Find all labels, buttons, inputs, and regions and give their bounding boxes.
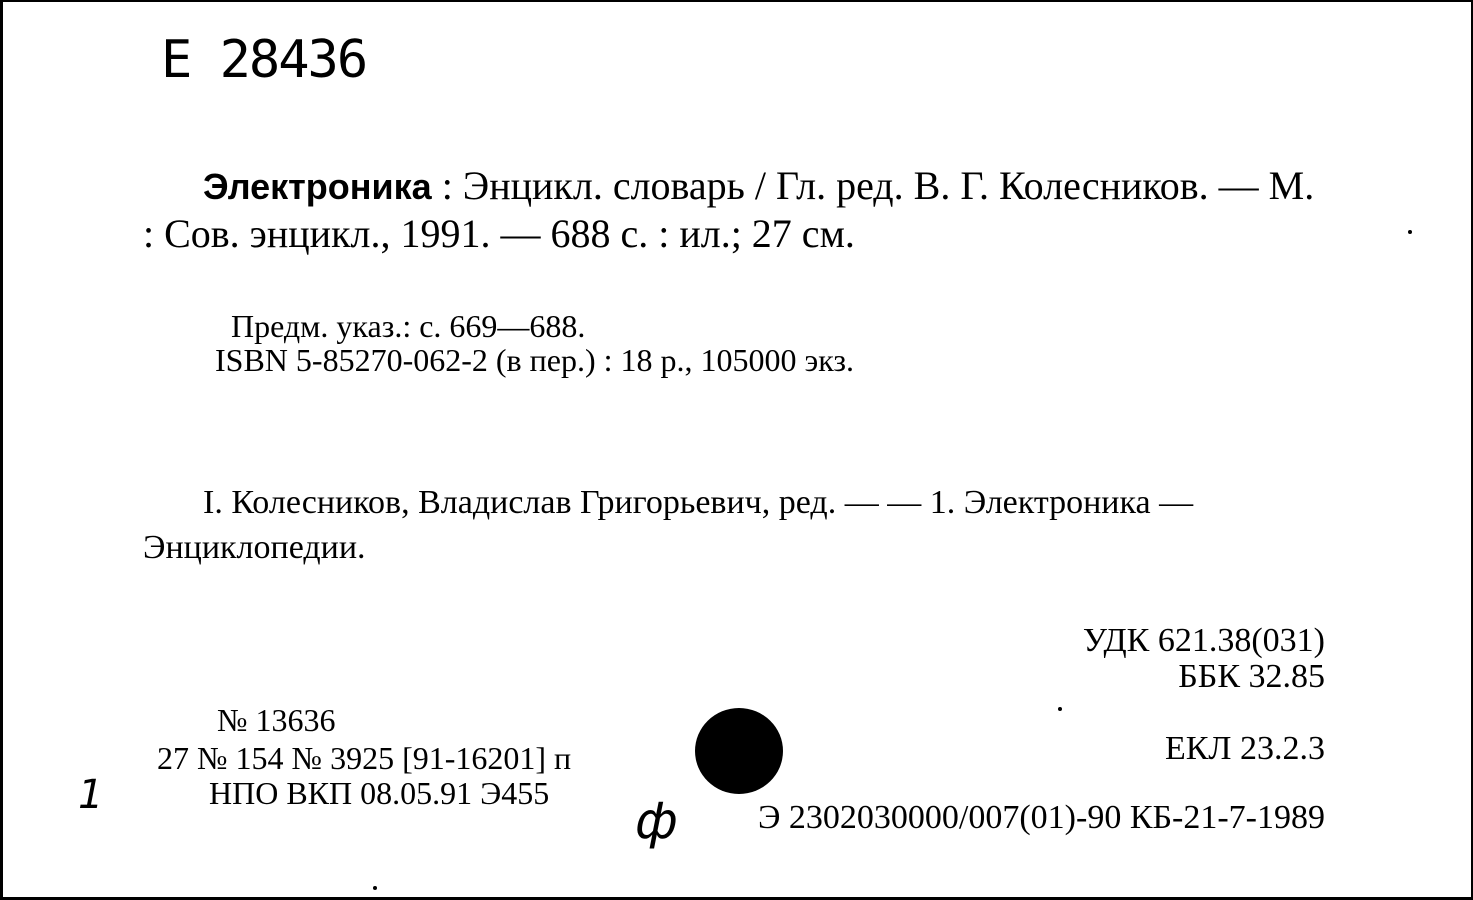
title: Электроника: [203, 166, 432, 207]
handwritten-mark-left: 1: [78, 772, 104, 818]
bibliographic-description: [143, 162, 1323, 257]
speck: [373, 886, 377, 890]
udk-code: УДК 621.38(031): [1082, 622, 1325, 659]
call-number: Е 28436: [161, 30, 367, 90]
tracing: I. Колесников, Владислав Григорьевич, ред. — — 1. Электроника — Энциклопедии.: [143, 484, 1194, 566]
catalog-code-line: Э 2302030000/007(01)-90 КБ-21-7-1989: [757, 799, 1325, 836]
handwritten-mark-bottom: ф: [635, 792, 678, 850]
speck: [1408, 230, 1412, 234]
ekl-code: ЕКЛ 23.2.3: [1164, 730, 1325, 767]
subject-index-note: Предм. указ.: с. 669—688.: [231, 308, 586, 344]
isbn-line: ISBN 5-85270-062-2 (в пер.) : 18 р., 105000 экз.: [215, 342, 855, 378]
publisher-line: НПО ВКП 08.05.91 Э455: [209, 775, 550, 811]
order-number: № 13636: [217, 702, 336, 738]
bbk-code: ББК 32.85: [1178, 658, 1325, 695]
ink-stamp-dot: [695, 708, 783, 794]
print-line: 27 № 154 № 3925 [91-16201] п: [157, 740, 572, 776]
speck: [1058, 707, 1062, 711]
description-text: : Энцикл. словарь / Гл. ред. В. Г. Колесников. — М. : Сов. энцикл., 1991. — 688 с. : ил.; 27 см.: [143, 163, 1315, 256]
